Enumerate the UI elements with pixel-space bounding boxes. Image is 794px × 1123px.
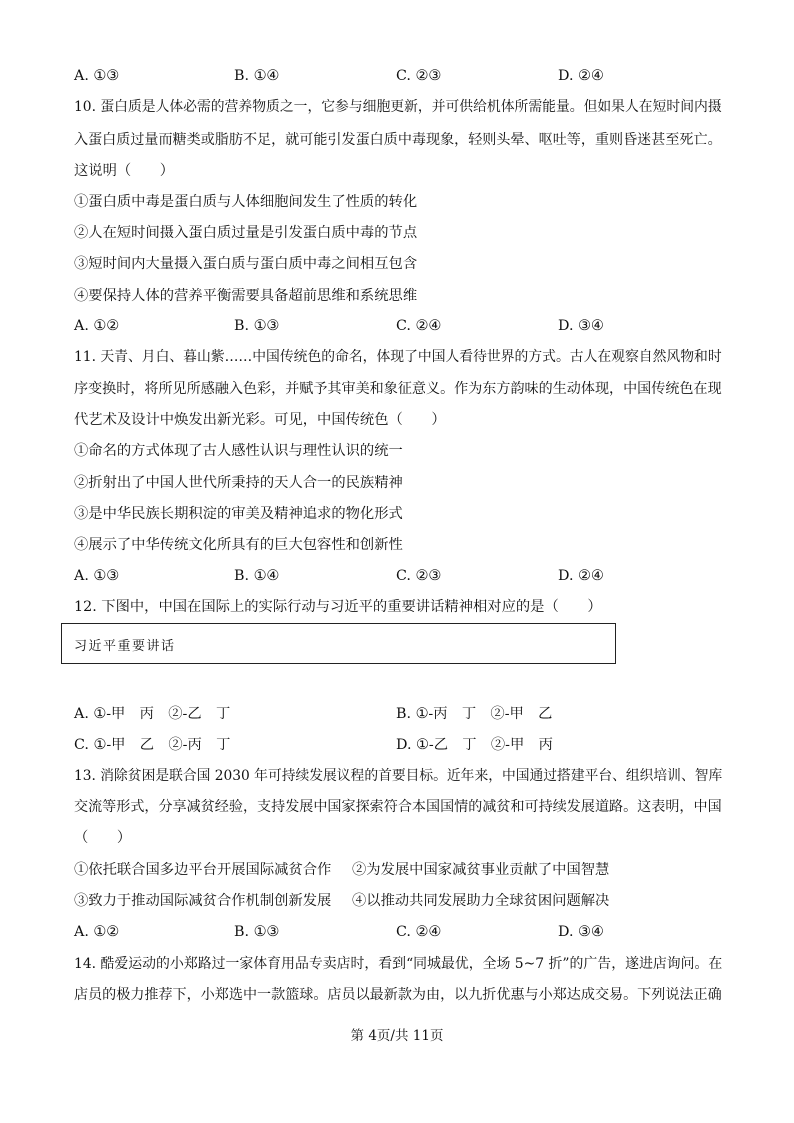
q11-stem-line-1: 11. 天青、月白、暮山紫……中国传统色的命名，体现了中国人看待世界的方式。古人在观察自然风物和时 — [74, 349, 722, 365]
q12-option-c: C. ①-甲 乙 ②-丙 丁 — [74, 737, 231, 753]
q11-item-1: ①命名的方式体现了古人感性认识与理性认识的统一 — [74, 443, 403, 459]
q10-option-b: B. ①③ — [234, 318, 280, 334]
q11-stem-line-3: 代艺术及设计中焕发出新光彩。可见，中国传统色（ ） — [74, 412, 446, 428]
q10-option-d: D. ③④ — [558, 318, 604, 334]
speech-figure-box — [61, 623, 616, 664]
q11-stem-line-2: 序变换时，将所见所感融入色彩，并赋予其审美和象征意义。作为东方韵味的生动体现，中国传统色在现 — [74, 381, 722, 397]
q11-option-a: A. ①③ — [74, 568, 120, 584]
q11-item-4: ④展示了中华传统文化所具有的巨大包容性和创新性 — [74, 537, 403, 553]
q11-option-b: B. ①④ — [234, 568, 280, 584]
q12-option-b: B. ①-丙 丁 ②-甲 乙 — [396, 706, 553, 722]
q13-stem-line-2: 交流等形式，分享减贫经验，支持发展中国家探索符合本国国情的减贫和可持续发展道路。这表明，中国 — [74, 799, 722, 815]
q11-option-c: C. ②③ — [396, 568, 442, 584]
q13-item-4: ④以推动共同发展助力全球贫困问题解决 — [352, 893, 610, 909]
q10-item-1: ①蛋白质中毒是蛋白质与人体细胞间发生了性质的转化 — [74, 194, 418, 210]
q13-stem-line-1: 13. 消除贫困是联合国 2030 年可持续发展议程的首要目标。近年来，中国通过搭建平台、组织培训、智库 — [74, 768, 723, 784]
q12-option-a: A. ①-甲 丙 ②-乙 丁 — [74, 706, 231, 722]
q10-stem-line-3: 这说明（ ） — [74, 163, 175, 179]
q10-item-2: ②人在短时间摄入蛋白质过量是引发蛋白质中毒的节点 — [74, 225, 418, 241]
speech-figure-title: 习近平重要讲话 — [74, 639, 176, 654]
q10-stem-line-1: 10. 蛋白质是人体必需的营养物质之一，它参与细胞更新，并可供给机体所需能量。但如果人在短时间内摄 — [74, 99, 722, 115]
q12-stem: 12. 下图中，中国在国际上的实际行动与习近平的重要讲话精神相对应的是（ ） — [74, 599, 602, 615]
q10-option-c: C. ②④ — [396, 318, 442, 334]
q13-option-d: D. ③④ — [558, 924, 604, 940]
q12-option-d: D. ①-乙 丁 ②-甲 丙 — [396, 737, 553, 753]
q13-item-1: ①依托联合国多边平台开展国际减贫合作 — [74, 862, 332, 878]
q10-item-4: ④要保持人体的营养平衡需要具备超前思维和系统思维 — [74, 288, 418, 304]
page-footer: 第 4页/共 11页 — [350, 1028, 444, 1044]
q11-item-2: ②折射出了中国人世代所秉持的天人合一的民族精神 — [74, 475, 403, 491]
q13-stem-line-3: （ ） — [74, 830, 132, 846]
q9-option-a: A. ①③ — [74, 68, 120, 84]
q13-option-a: A. ①② — [74, 924, 120, 940]
q14-stem-line-1: 14. 酷爱运动的小郑路过一家体育用品专卖店时，看到“同城最优，全场 5~7 折”的广告，遂进店询问。在 — [74, 956, 723, 972]
q13-item-2: ②为发展中国家减贫事业贡献了中国智慧 — [352, 862, 610, 878]
q10-item-3: ③短时间内大量摄入蛋白质与蛋白质中毒之间相互包含 — [74, 256, 418, 272]
q11-option-d: D. ②④ — [558, 568, 604, 584]
q9-option-c: C. ②③ — [396, 68, 442, 84]
q9-option-d: D. ②④ — [558, 68, 604, 84]
q10-stem-line-2: 入蛋白质过量而糖类或脂肪不足，就可能引发蛋白质中毒现象，轻则头晕、呕吐等，重则昏迷甚至死亡。 — [74, 132, 722, 148]
q9-option-b: B. ①④ — [234, 68, 280, 84]
q14-stem-line-2: 店员的极力推荐下，小郑选中一款篮球。店员以最新款为由，以九折优惠与小郑达成交易。下列说法正确 — [74, 987, 722, 1003]
q13-item-3: ③致力于推动国际减贫合作机制创新发展 — [74, 893, 332, 909]
q13-option-b: B. ①③ — [234, 924, 280, 940]
q10-option-a: A. ①② — [74, 318, 120, 334]
q13-option-c: C. ②④ — [396, 924, 442, 940]
q11-item-3: ③是中华民族长期积淀的审美及精神追求的物化形式 — [74, 506, 403, 522]
